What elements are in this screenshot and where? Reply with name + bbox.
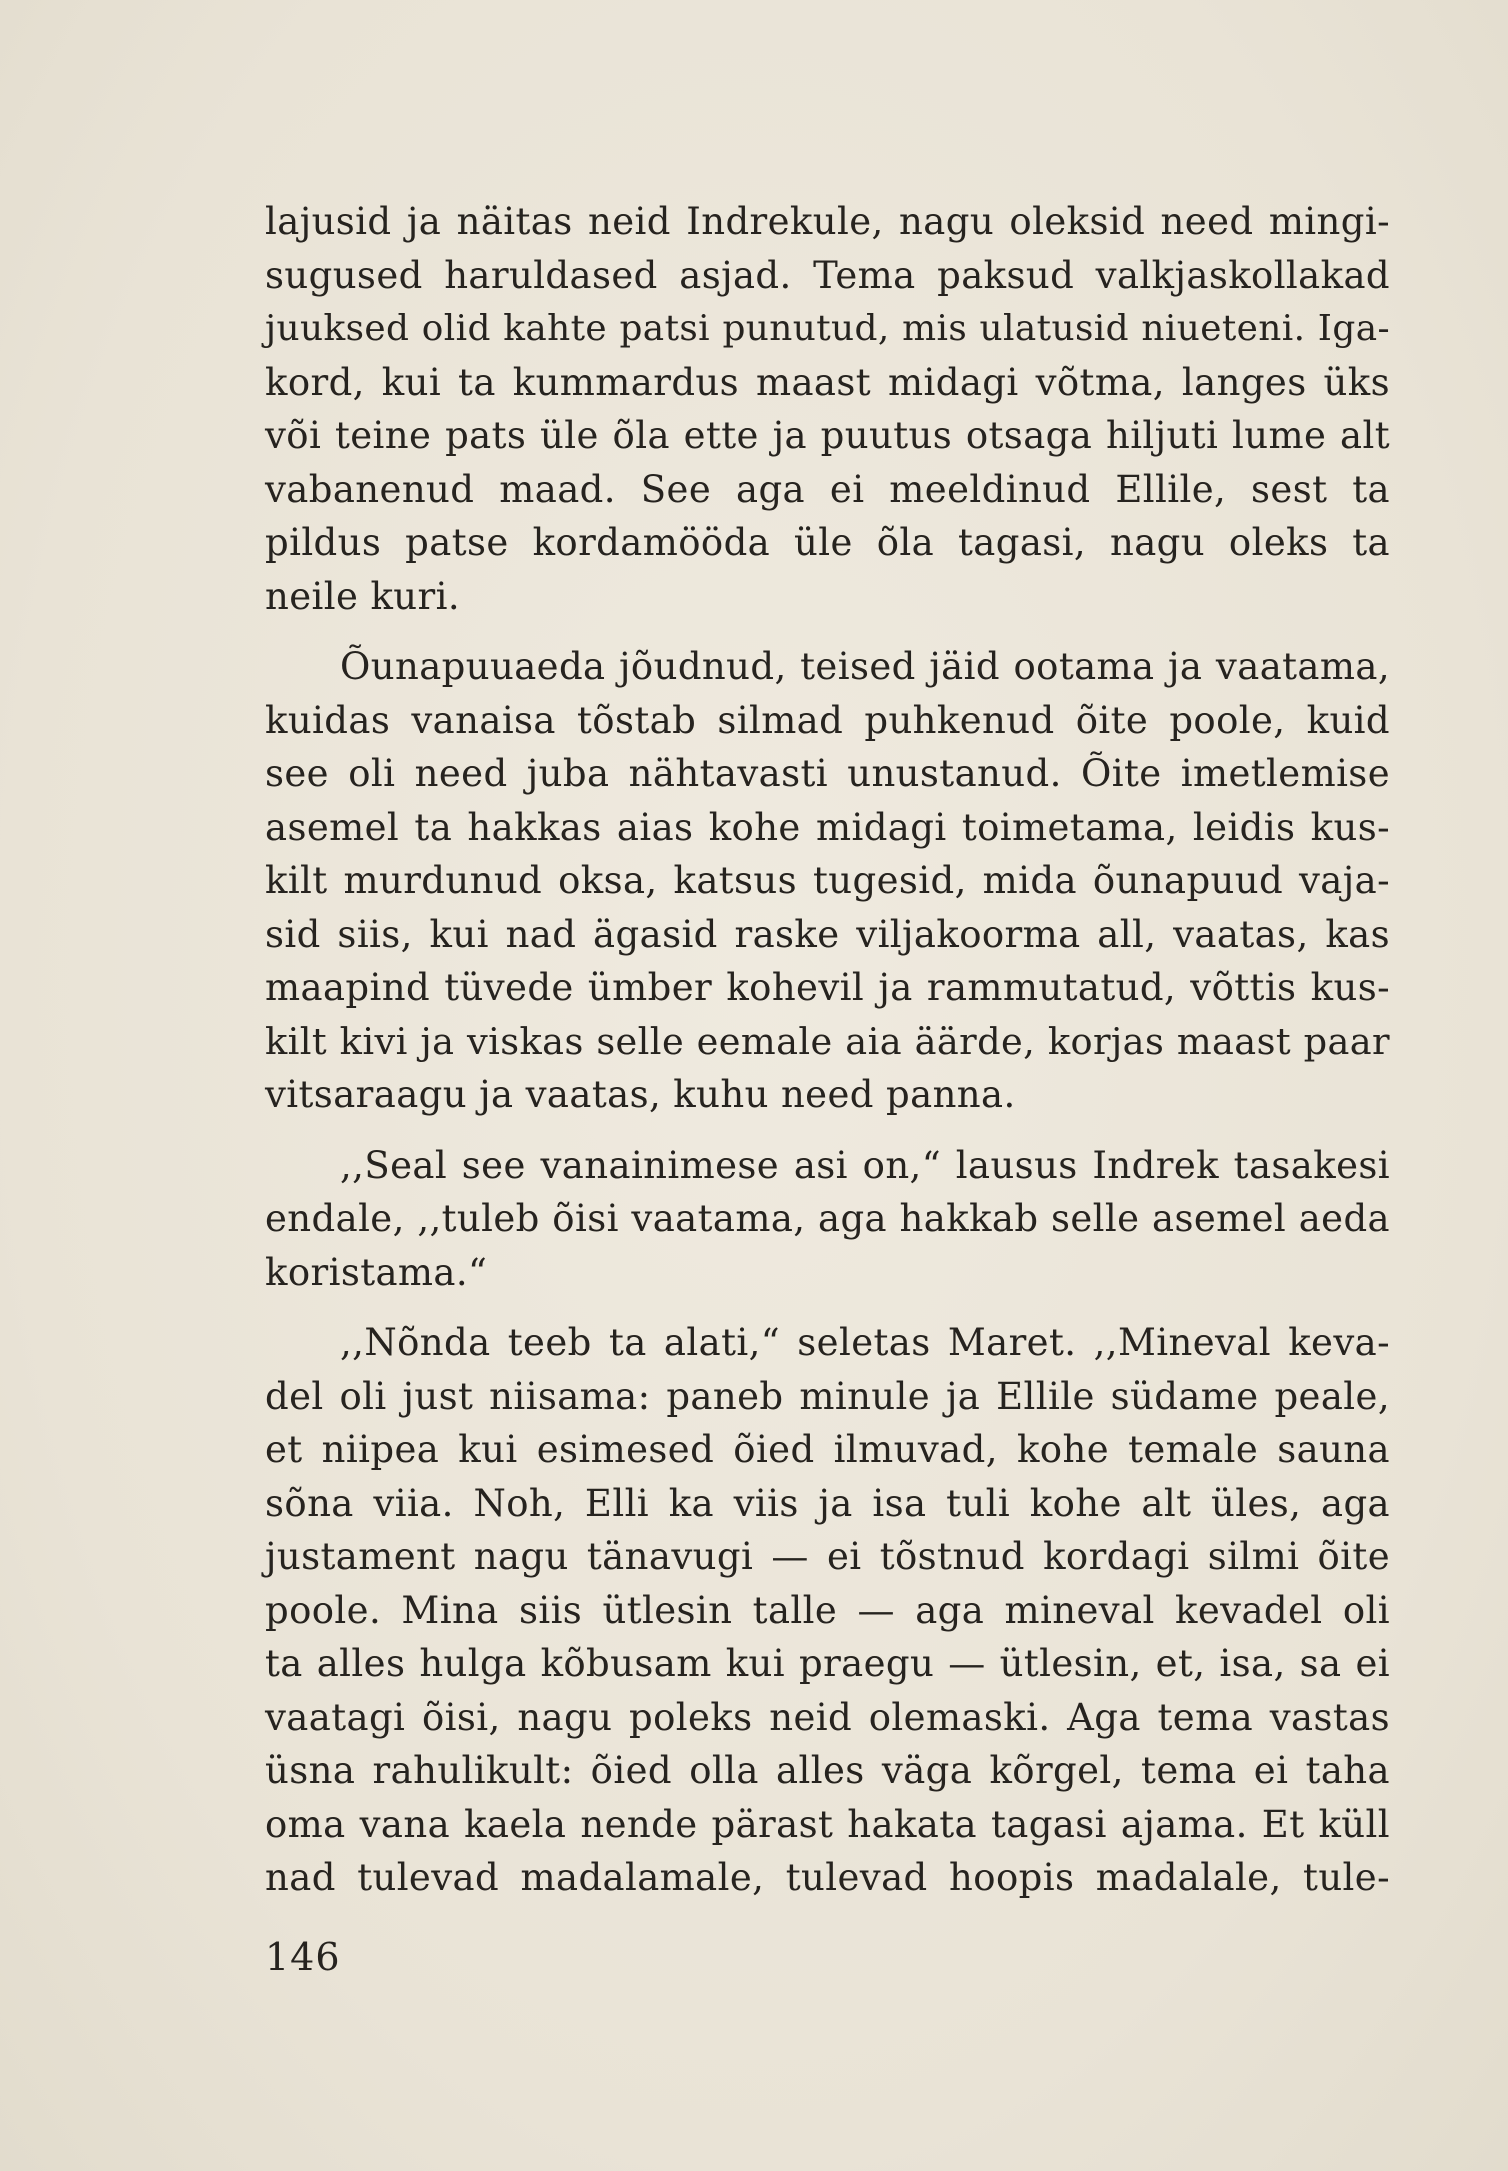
text-line: see oli need juba nähtavasti unustanud. Õite imetlemise [265, 752, 1390, 795]
text-line: nad tulevad madalamale, tulevad hoopis madalale, tule- [265, 1856, 1390, 1899]
text-line: vaatagi õisi, nagu poleks neid olemaski. Aga tema vastas [265, 1695, 1390, 1739]
text-line: sugused haruldased asjad. Tema paksud valkjaskollakad [265, 253, 1390, 297]
paragraph-3 [265, 1139, 1390, 1300]
text-line: vitsaraagu ja vaatas, kuhu need panna. [265, 1073, 1016, 1116]
text-line: sid siis, kui nad ägasid raske viljakoorma all, vaatas, kas [265, 912, 1390, 956]
text-line: vabanenud maad. See aga ei meeldinud Ellile, sest ta [265, 467, 1390, 511]
paragraph-2 [265, 640, 1390, 1122]
text-line: juuksed olid kahte patsi punutud, mis ulatusid niueteni. Iga- [265, 308, 1390, 349]
paragraph-4 [265, 1316, 1390, 1905]
body-text [265, 195, 1390, 1905]
text-line: kilt murdunud oksa, katsus tugesid, mida õunapuud vaja- [265, 859, 1390, 902]
text-line: asemel ta hakkas aias kohe midagi toimetama, leidis kus- [265, 805, 1390, 849]
text-line: poole. Mina siis ütlesin talle — aga mineval kevadel oli [265, 1588, 1390, 1632]
text-line: justament nagu tänavugi — ei tõstnud kordagi silmi õite [265, 1535, 1390, 1578]
text-line: Õunapuuaeda jõudnud, teised jäid ootama ja vaatama, [340, 645, 1390, 688]
text-line: koristama.“ [265, 1250, 488, 1294]
text-line: maapind tüvede ümber kohevil ja rammutatud, võttis kus- [265, 966, 1390, 1009]
text-line: üsna rahulikult: õied olla alles väga kõrgel, tema ei taha [265, 1749, 1390, 1792]
text-line: ,,Seal see vanainimese asi on,“ lausus Indrek tasakesi [340, 1143, 1390, 1187]
text-line: kuidas vanaisa tõstab silmad puhkenud õite poole, kuid [265, 698, 1390, 742]
text-line: ,,Nõnda teeb ta alati,“ seletas Maret. ,,Mineval keva- [340, 1321, 1390, 1364]
paragraph-1 [265, 195, 1390, 623]
text-line: pildus patse kordamööda üle õla tagasi, nagu oleks ta [265, 521, 1390, 564]
page-number: 146 [265, 1935, 341, 1979]
text-line: lajusid ja näitas neid Indrekule, nagu oleksid need mingi- [265, 200, 1390, 243]
text-line: kord, kui ta kummardus maast midagi võtma, langes üks [265, 360, 1390, 404]
text-line: oma vana kaela nende pärast hakata tagasi ajama. Et küll [265, 1802, 1390, 1846]
text-line: ta alles hulga kõbusam kui praegu — ütlesin, et, isa, sa ei [265, 1642, 1390, 1685]
text-line: del oli just niisama: paneb minule ja Ellile südame peale, [265, 1374, 1390, 1418]
text-line: endale, ,,tuleb õisi vaatama, aga hakkab selle asemel aeda [265, 1197, 1390, 1240]
text-line: või teine pats üle õla ette ja puutus otsaga hiljuti lume alt [265, 414, 1390, 457]
text-line: kilt kivi ja viskas selle eemale aia äärde, korjas maast paar [265, 1019, 1390, 1063]
text-line: neile kuri. [265, 574, 460, 618]
text-line: et niipea kui esimesed õied ilmuvad, kohe temale sauna [265, 1428, 1390, 1471]
text-line: sõna viia. Noh, Elli ka viis ja isa tuli kohe alt üles, aga [265, 1481, 1390, 1525]
